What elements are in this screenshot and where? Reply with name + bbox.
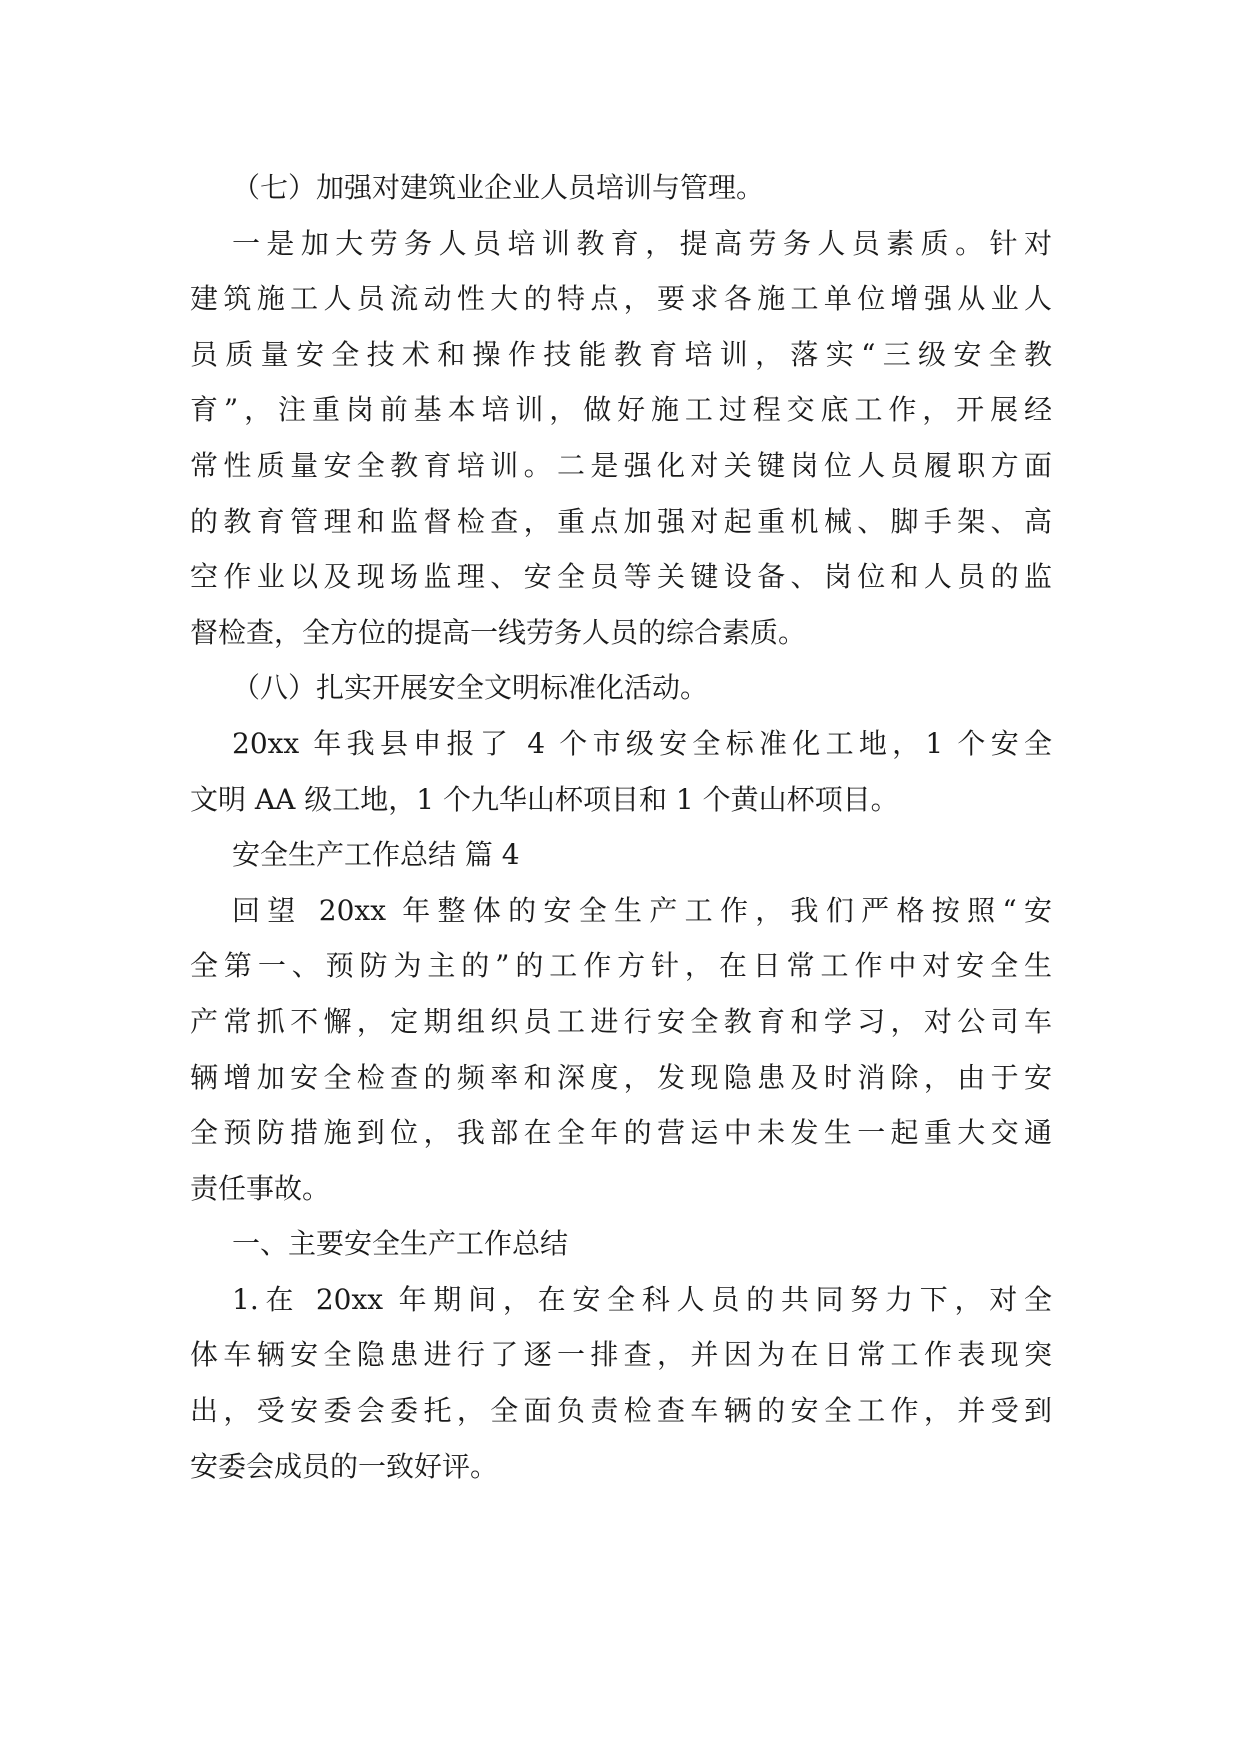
paragraph-line: 育”，注重岗前基本培训，做好施工过程交底工作，开展经 [190,393,1052,427]
paragraph-line: 全预防措施到位，我部在全年的营运中未发生一起重大交通 [190,1116,1052,1150]
paragraph-line: 出，受安委会委托，全面负责检查车辆的安全工作，并受到 [190,1394,1052,1428]
paragraph-line: 回望 20xx 年整体的安全生产工作，我们严格按照“安 [232,893,1052,927]
article-title: 安全生产工作总结 篇 4 [232,838,520,872]
paragraph-line: 20xx 年我县申报了 4 个市级安全标准化工地，1 个安全 [232,726,1052,760]
paragraph-line: 文明 AA 级工地，1 个九华山杯项目和 1 个黄山杯项目。 [190,782,899,816]
paragraph-line: 督检查，全方位的提高一线劳务人员的综合素质。 [190,615,807,649]
paragraph-line: 产常抓不懈，定期组织员工进行安全教育和学习，对公司车 [190,1004,1052,1038]
section-heading-1: 一、主要安全生产工作总结 [232,1227,569,1261]
section-heading-8: （八）扎实开展安全文明标准化活动。 [232,671,709,705]
paragraph-line: 体车辆安全隐患进行了逐一排查，并因为在日常工作表现突 [190,1338,1052,1372]
paragraph-line: 一是加大劳务人员培训教育，提高劳务人员素质。针对 [232,226,1052,260]
paragraph-line: 1.在 20xx 年期间，在安全科人员的共同努力下，对全 [232,1282,1052,1316]
paragraph-line: 建筑施工人员流动性大的特点，要求各施工单位增强从业人 [190,282,1052,316]
document-body [190,160,1052,1494]
paragraph-line: 安委会成员的一致好评。 [190,1449,499,1483]
section-heading-7: （七）加强对建筑业企业人员培训与管理。 [232,171,765,204]
paragraph-line: 的教育管理和监督检查，重点加强对起重机械、脚手架、高 [190,504,1052,538]
paragraph-line: 空作业以及现场监理、安全员等关键设备、岗位和人员的监 [190,560,1052,594]
paragraph-line: 责任事故。 [190,1171,331,1205]
paragraph-line: 常性质量安全教育培训。二是强化对关键岗位人员履职方面 [190,448,1052,482]
paragraph-line: 全第一、预防为主的”的工作方针，在日常工作中对安全生 [190,949,1052,983]
paragraph-line: 员质量安全技术和操作技能教育培训，落实“三级安全教 [190,337,1052,371]
paragraph-line: 辆增加安全检查的频率和深度，发现隐患及时消除，由于安 [190,1060,1052,1094]
